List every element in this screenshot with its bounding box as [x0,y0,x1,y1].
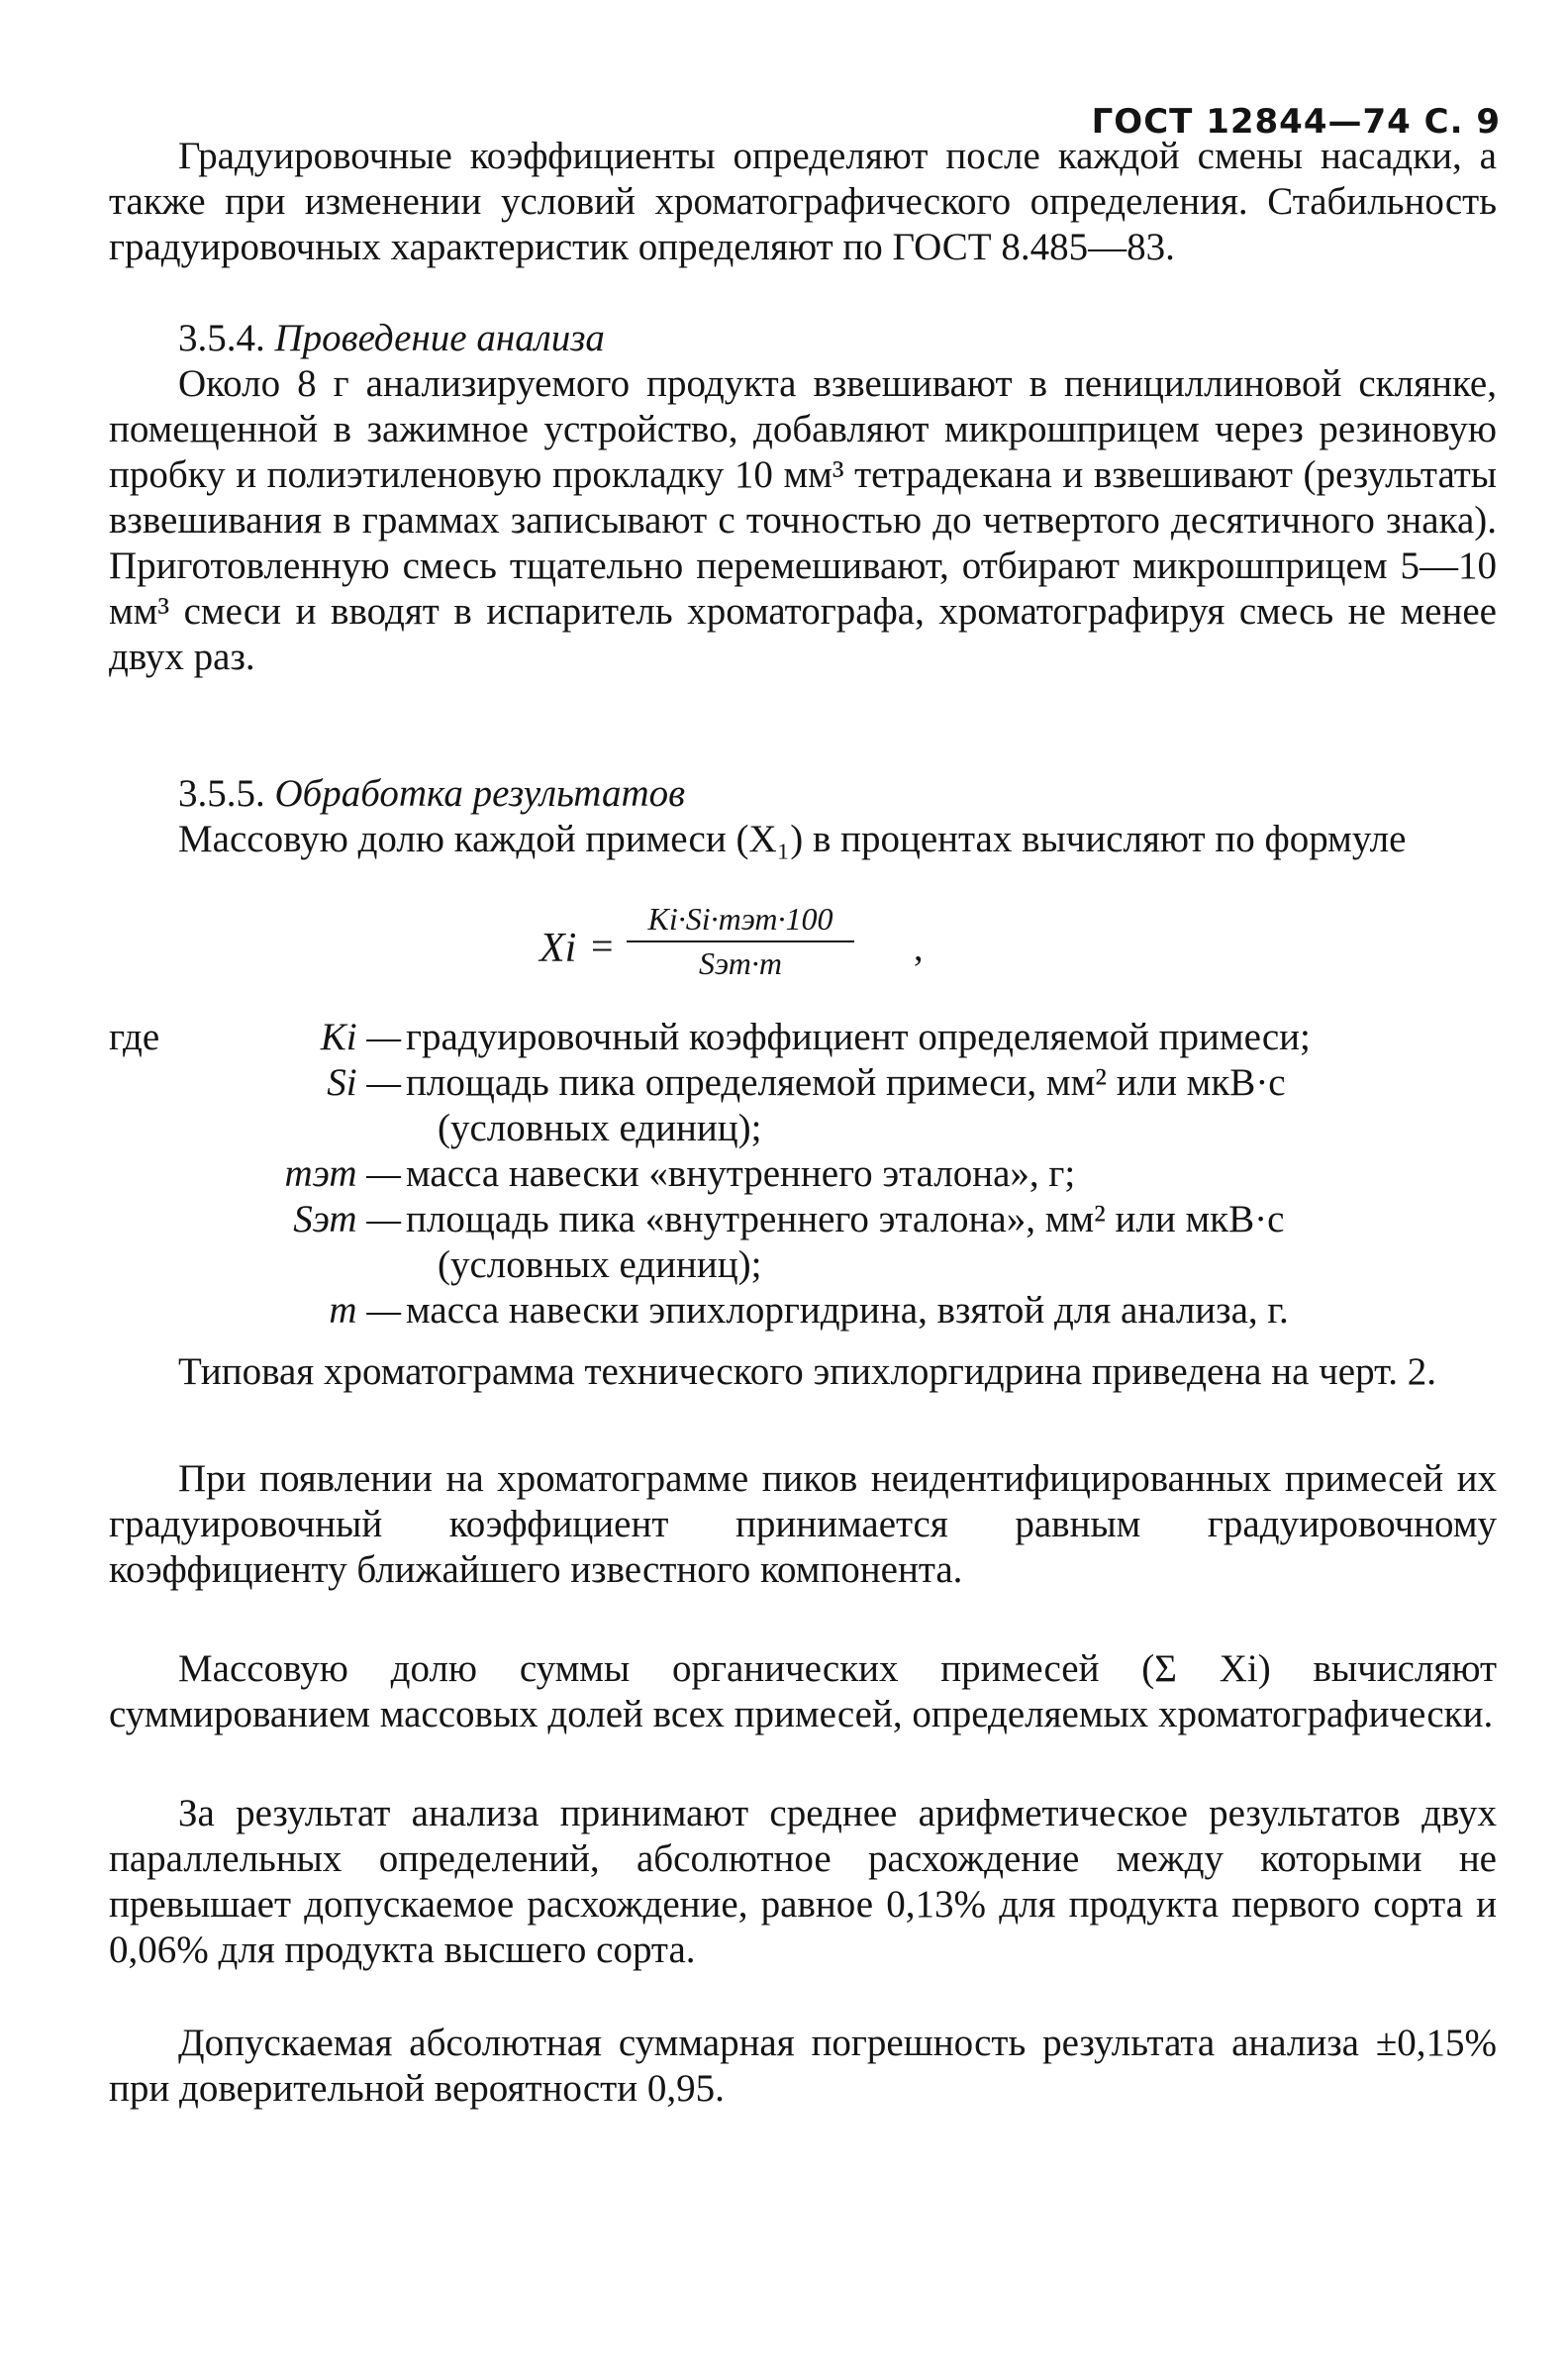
legend-definition-text: площадь пика определяемой примеси, мм² или мкВ·с [406,1061,1286,1104]
legend-definition-continuation: (условных единиц); [438,1107,762,1149]
paragraph-calibration: Градуировочные коэффициенты определяют после каждой смены насадки, а также при изменении условий хроматографического определения. Стабильность градуировочных характеристик определяют по ГОСТ 8.485—83. [109,135,1497,268]
section-title: Проведение анализа [274,317,605,359]
paragraph-procedure: Около 8 г анализируемого продукта взвешивают в пенициллиновой склянке, помещенной в зажимное устройство, добавляют микрошприцем через резиновую пробку и полиэтиленовую прокладку 10 мм³ тетрадекана и взвешивают (результаты взвешивания в граммах записывают с точностью до четвертого десятичного знака). Приготовленную смесь тщательно перемешивают, отбирают микрошприцем 5—10 мм³ смеси и вводят в испаритель хроматографа, хроматографируя смесь не менее двух раз. [109,362,1497,678]
legend-item [109,1197,1495,1288]
paragraph-formula-intro: Массовую долю каждой примеси (X₁) в процентах вычисляют по формуле [178,818,1407,860]
mass-fraction-formula [539,899,1054,998]
formula-comma: , [914,928,924,969]
legend-item [109,1060,1495,1151]
paragraph-chromatogram: Типовая хроматограмма технического эпихлоргидрина приведена на черт. 2. [178,1350,1436,1393]
legend-symbol: Ki — [320,1016,401,1058]
legend-symbol: Sэт — [293,1198,401,1240]
legend-symbol: Si — [327,1061,401,1104]
paragraph-sum: Массовую долю суммы органических примесей (Σ Xi) вычисляют суммированием массовых долей всех примесей, определяемых хроматографически. [109,1647,1497,1735]
formula-equals: = [591,924,614,968]
formula-legend [109,1015,1495,1334]
paragraph-result: За результат анализа принимают среднее арифметическое результатов двух параллельных определений, абсолютное расхождение между которыми не превышает допускаемое расхождение, равное 0,13% для продукта первого сорта и 0,06% для продукта высшего сорта. [109,1792,1497,1971]
section-title: Обработка результатов [274,772,686,815]
legend-item [109,1015,1495,1060]
legend-symbol: mэт — [284,1152,401,1195]
section-number: 3.5.5. [178,772,265,815]
legend-item [109,1288,1495,1334]
section-heading-analysis [178,316,605,361]
page-header: ГОСТ 12844—74 С. 9 [1091,102,1501,142]
formula-lhs: Xi [539,926,577,971]
section-number: 3.5.4. [178,317,265,359]
legend-definition: масса навески эпихлоргидрина, взятой для анализа, г. [406,1289,1289,1332]
paragraph-error: Допускаемая абсолютная суммарная погрешность результата анализа ±0,15% при доверительной вероятности 0,95. [109,2022,1497,2110]
legend-definition: градуировочный коэффициент определяемой примеси; [406,1016,1311,1058]
formula-numerator: Ki·Si·mэт·100 [627,899,854,942]
legend-definition-continuation: (условных единиц); [438,1243,762,1286]
legend-item [109,1151,1495,1197]
section-heading-results [178,771,685,817]
formula-fraction [627,899,854,984]
legend-definition [406,1060,1495,1151]
formula-denominator: Sэт·m [699,945,782,981]
legend-definition: масса навески «внутреннего эталона», г; [406,1152,1076,1195]
paragraph-unidentified: При появлении на хроматограмме пиков неидентифицированных примесей их градуировочный коэффициент принимается равным градуировочному коэффициенту ближайшего известного компонента. [109,1457,1497,1591]
legend-where: где [109,1016,160,1058]
legend-definition [406,1197,1495,1288]
legend-symbol: m — [329,1289,401,1332]
legend-definition-text: площадь пика «внутреннего эталона», мм² или мкВ·с [406,1198,1285,1240]
